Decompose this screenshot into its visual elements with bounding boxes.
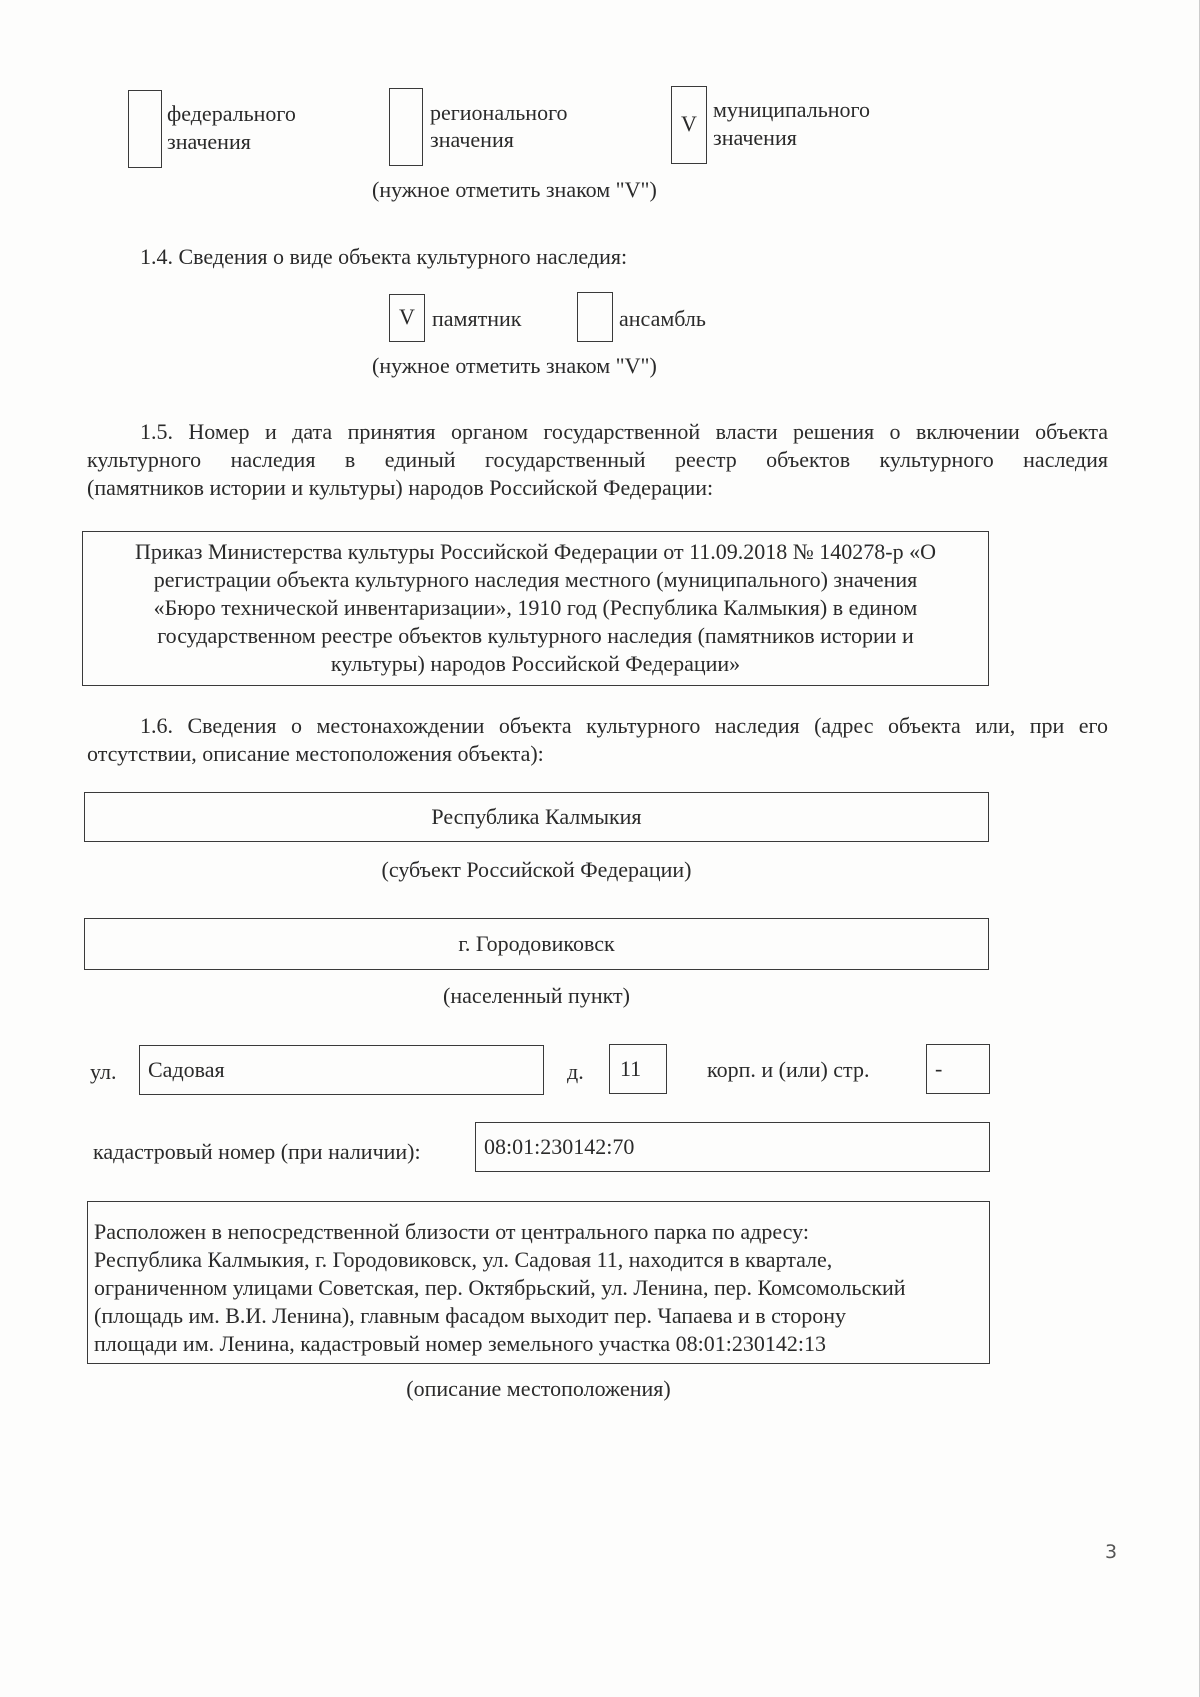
region-field[interactable] bbox=[84, 792, 989, 842]
registry-order-box bbox=[82, 531, 989, 686]
type-hint: (нужное отметить знаком "V") bbox=[372, 353, 657, 378]
registry-order-line: государственном реестре объектов культурного наследия (памятников истории и bbox=[157, 623, 914, 648]
section-1-6-line1: 1.6. Сведения о местонахождении объекта культурного наследия (адрес объекта или, при его bbox=[140, 713, 1108, 738]
cadastral-label: кадастровый номер (при наличии): bbox=[93, 1139, 421, 1164]
section-1-4-title: 1.4. Сведения о виде объекта культурного наследия: bbox=[140, 244, 628, 269]
description-line: площади им. Ленина, кадастровый номер земельного участка 08:01:230142:13 bbox=[94, 1331, 827, 1356]
description-line: ограниченном улицами Советская, пер. Октябрьский, ул. Ленина, пер. Комсомольский bbox=[94, 1275, 906, 1300]
significance-hint: (нужное отметить знаком "V") bbox=[372, 177, 657, 202]
building-field[interactable]: - bbox=[926, 1044, 990, 1094]
section-1-5-line3: (памятников истории и культуры) народов Российской Федерации: bbox=[87, 475, 714, 500]
street-field[interactable]: Садовая bbox=[139, 1045, 544, 1095]
locality-caption: (населенный пункт) bbox=[443, 983, 630, 1008]
ensemble-label: ансамбль bbox=[619, 306, 706, 331]
regional-label-line2: значения bbox=[430, 127, 514, 152]
locality-value: г. Городовиковск bbox=[458, 931, 615, 956]
registry-order-line: Приказ Министерства культуры Российской Федерации от 11.09.2018 № 140278-р «О bbox=[135, 539, 936, 564]
description-line: Республика Калмыкия, г. Городовиковск, ул. Садовая 11, находится в квартале, bbox=[94, 1247, 833, 1272]
checkbox-ensemble[interactable] bbox=[577, 292, 613, 342]
region-caption: (субъект Российской Федерации) bbox=[381, 857, 692, 882]
locality-field[interactable] bbox=[84, 918, 989, 970]
monument-label: памятник bbox=[432, 306, 522, 331]
municipal-label-line2: значения bbox=[713, 125, 797, 150]
checkbox-federal[interactable] bbox=[128, 90, 162, 168]
house-label: д. bbox=[567, 1059, 584, 1084]
section-1-6-line2: отсутствии, описание местоположения объекта): bbox=[87, 741, 544, 766]
registry-order-line: «Бюро технической инвентаризации», 1910 год (Республика Калмыкия) в едином bbox=[153, 595, 918, 620]
checkbox-municipal[interactable]: V bbox=[671, 86, 707, 164]
street-label: ул. bbox=[90, 1059, 117, 1084]
checkbox-regional[interactable] bbox=[389, 88, 423, 166]
registry-order-line: культуры) народов Российской Федерации» bbox=[330, 651, 741, 676]
page-number: 3 bbox=[1105, 1541, 1118, 1563]
house-field[interactable]: 11 bbox=[609, 1044, 667, 1094]
municipal-label-line1: муниципального bbox=[713, 97, 871, 122]
region-value: Республика Калмыкия bbox=[431, 804, 642, 829]
location-description-box[interactable] bbox=[87, 1201, 990, 1364]
description-caption: (описание местоположения) bbox=[406, 1376, 671, 1401]
section-1-5-line1: 1.5. Номер и дата принятия органом государственной власти решения о включении объекта bbox=[140, 419, 1108, 444]
cadastral-field[interactable]: 08:01:230142:70 bbox=[475, 1122, 990, 1172]
description-line: (площадь им. В.И. Ленина), главным фасадом выходит пер. Чапаева и в сторону bbox=[94, 1303, 847, 1328]
federal-label-line2: значения bbox=[167, 129, 251, 154]
description-line: Расположен в непосредственной близости от центрального парка по адресу: bbox=[94, 1219, 809, 1244]
section-1-5-line2: культурного наследия в единый государственный реестр объектов культурного наследия bbox=[87, 447, 1108, 472]
building-label: корп. и (или) стр. bbox=[707, 1057, 870, 1082]
registry-order-line: регистрации объекта культурного наследия местного (муниципального) значения bbox=[153, 567, 918, 592]
federal-label-line1: федерального bbox=[167, 101, 296, 126]
checkbox-monument[interactable]: V bbox=[389, 294, 425, 342]
regional-label-line1: регионального bbox=[430, 100, 568, 125]
